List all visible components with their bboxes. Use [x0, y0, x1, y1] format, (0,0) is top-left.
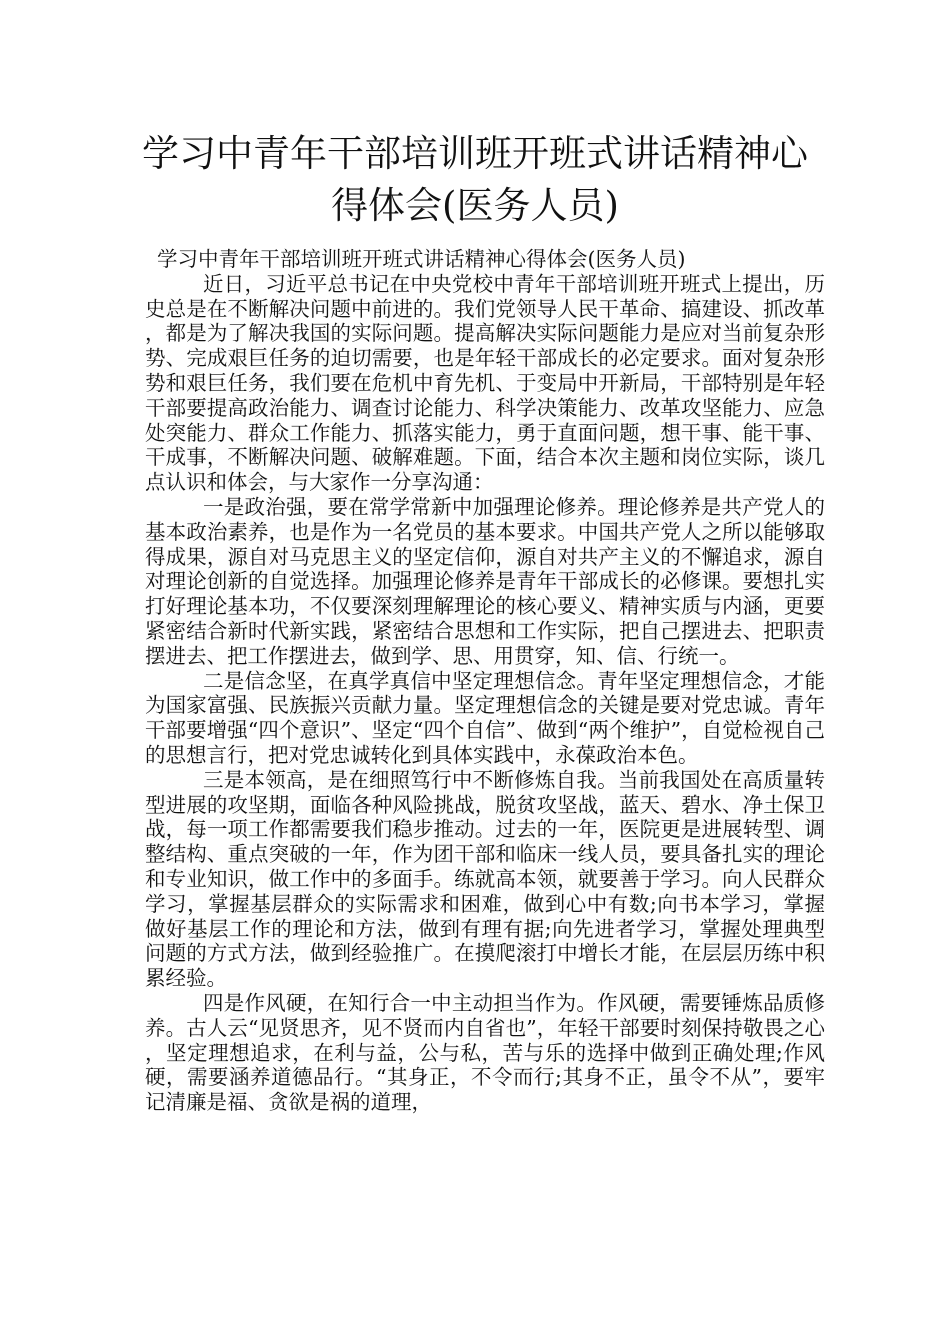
document-body — [145, 247, 825, 1115]
document-title — [120, 128, 830, 232]
document-subtitle: 学习中青年干部培训班开班式讲话精神心得体会(医务人员) — [157, 247, 686, 271]
paragraph-point-3: 三是本领高，是在细照笃行中不断修炼自我。当前我国处在高质量转型进展的攻坚期，面临各种风险挑战，脱贫攻坚战，蓝天、碧水、净土保卫战，每一项工作都需要我们稳步推动。过去的一年，医院更是进展转型、调整结构、重点突破的一年，作为团干部和临床一线人员，要具备扎实的理论和专业知识，做工作中的多面手。练就高本领，就要善于学习。向人民群众学习，掌握基层群众的实际需求和困难，做到心中有数;向书本学习，掌握做好基层工作的理论和方法，做到有理有据;向先进者学习，掌握处理典型问题的方式方法，做到经验推广。在摸爬滚打中增长才能，在层层历练中积累经验。 — [145, 767, 825, 991]
paragraph-point-4: 四是作风硬，在知行合一中主动担当作为。作风硬，需要锤炼品质修养。古人云“见贤思齐，见不贤而内自省也”，年轻干部要时刻保持敬畏之心，坚定理想追求，在利与益，公与私，苦与乐的选择中做到正确处理;作风硬，需要涵养道德品行。“其身正，不令而行;其身不正，虽令不从”，要牢记清廉是福、贪欲是祸的道理， — [145, 990, 825, 1115]
paragraph-point-2: 二是信念坚，在真学真信中坚定理想信念。青年坚定理想信念，才能为国家富强、民族振兴贡献力量。坚定理想信念的关键是要对党忠诚。青年干部要增强“四个意识”、坚定“四个自信”、做到“两个维护”，自觉检视自己的思想言行，把对党忠诚转化到具体实践中，永葆政治本色。 — [145, 668, 825, 767]
title-line-2: 得体会(医务人员) — [331, 184, 619, 227]
paragraph-point-1: 一是政治强，要在常学常新中加强理论修养。理论修养是共产党人的基本政治素养，也是作为一名党员的基本要求。中国共产党人之所以能够取得成果，源自对马克思主义的坚定信仰，源自对共产主义的不懈追求，源自对理论创新的自觉选择。加强理论修养是青年干部成长的必修课。要想扎实打好理论基本功，不仅要深刻理解理论的核心要义、精神实质与内涵，更要紧密结合新时代新实践，紧密结合思想和工作实际，把自己摆进去、把职责摆进去、把工作摆进去，做到学、思、用贯穿，知、信、行统一。 — [145, 494, 825, 668]
paragraph-intro: 近日，习近平总书记在中央党校中青年干部培训班开班式上提出，历史总是在不断解决问题中前进的。我们党领导人民干革命、搞建设、抓改革，都是为了解决我国的实际问题。提高解决实际问题能力是应对当前复杂形势、完成艰巨任务的迫切需要，也是年轻干部成长的必定要求。面对复杂形势和艰巨任务，我们要在危机中育先机、于变局中开新局，干部特别是年轻干部要提高政治能力、调查讨论能力、科学决策能力、改革攻坚能力、应急处突能力、群众工作能力、抓落实能力，勇于直面问题，想干事、能干事、干成事，不断解决问题、破解难题。下面，结合本次主题和岗位实际，谈几点认识和体会，与大家作一分享沟通： — [145, 271, 825, 495]
title-line-1: 学习中青年干部培训班开班式讲话精神心 — [142, 132, 808, 175]
